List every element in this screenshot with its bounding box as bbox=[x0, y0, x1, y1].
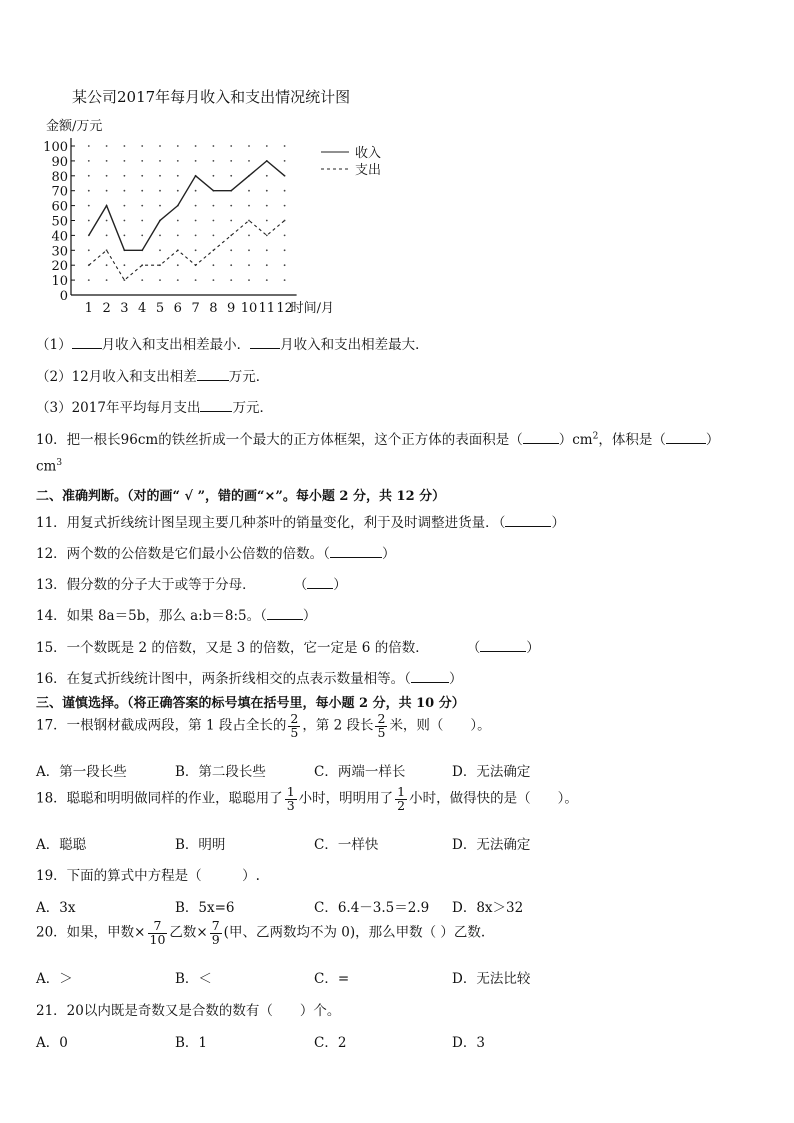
y-tick-label: 10 bbox=[51, 274, 68, 290]
question-12: 12．两个数的公倍数是它们最小公倍数的倍数。（ ） bbox=[36, 542, 395, 562]
fraction: $\frac{7}{10}$ bbox=[149, 918, 166, 947]
fraction: $\frac{1}{2}$ bbox=[397, 784, 406, 813]
grid-dot bbox=[141, 279, 143, 281]
grid-dot bbox=[177, 145, 179, 147]
grid-dot bbox=[284, 145, 286, 147]
answer-blank[interactable] bbox=[267, 606, 303, 621]
q19-option-b[interactable]: B．5x=6 bbox=[175, 900, 235, 916]
grid-dot bbox=[266, 205, 268, 207]
x-tick-label: 2 bbox=[102, 301, 111, 316]
y-tick-label: 0 bbox=[59, 289, 68, 304]
q20-option-c[interactable]: C．= bbox=[314, 971, 350, 987]
grid-dot bbox=[88, 249, 90, 251]
y-axis-label: 金额/万元 bbox=[46, 119, 103, 134]
question-10: 10．把一根长96cm的铁丝折成一个最大的正方体框架，这个正方体的表面积是（ ）$cm^2$，体积是（ ） bbox=[36, 431, 720, 448]
fraction: $\frac{1}{3}$ bbox=[286, 784, 295, 813]
grid-dot bbox=[88, 160, 90, 162]
grid-dot bbox=[284, 205, 286, 207]
x-tick-label: 4 bbox=[138, 301, 147, 316]
q21-option-a[interactable]: A．0 bbox=[36, 1035, 68, 1051]
y-tick-label: 40 bbox=[51, 229, 68, 245]
grid-dot bbox=[106, 190, 108, 192]
grid-dot bbox=[195, 205, 197, 207]
grid-dot bbox=[213, 264, 215, 266]
grid-dot bbox=[284, 190, 286, 192]
q19-option-c[interactable]: C．6.4－3.5＝2.9 bbox=[314, 900, 430, 916]
grid-dot bbox=[159, 205, 161, 207]
grid-dot bbox=[284, 235, 286, 237]
grid-dot bbox=[124, 190, 126, 192]
grid-dot bbox=[266, 190, 268, 192]
grid-dot bbox=[230, 160, 232, 162]
grid-dot bbox=[266, 145, 268, 147]
grid-dot bbox=[248, 220, 250, 222]
grid-dot bbox=[177, 160, 179, 162]
y-tick-label: 60 bbox=[51, 199, 68, 215]
grid-dot bbox=[284, 249, 286, 251]
grid-dot bbox=[141, 145, 143, 147]
y-tick-label: 100 bbox=[43, 140, 68, 155]
q21-option-d[interactable]: D．3 bbox=[452, 1035, 485, 1051]
grid-dot bbox=[141, 190, 143, 192]
q19-option-d[interactable]: D．8x＞32 bbox=[452, 900, 524, 916]
grid-dot bbox=[248, 145, 250, 147]
x-tick-label: 7 bbox=[191, 301, 200, 316]
grid-dot bbox=[106, 220, 108, 222]
grid-dot bbox=[266, 220, 268, 222]
x-tick-label: 10 bbox=[240, 301, 258, 316]
grid-dot bbox=[88, 205, 90, 207]
grid-dot bbox=[248, 205, 250, 207]
q17-option-a[interactable]: A．第一段长些 bbox=[36, 764, 127, 780]
grid-dot bbox=[124, 264, 126, 266]
grid-dot bbox=[124, 220, 126, 222]
grid-dot bbox=[106, 175, 108, 177]
grid-dot bbox=[248, 160, 250, 162]
grid-dot bbox=[284, 264, 286, 266]
answer-blank[interactable] bbox=[411, 669, 449, 684]
grid-dot bbox=[284, 279, 286, 281]
grid-dot bbox=[159, 145, 161, 147]
series-line-收入 bbox=[89, 161, 285, 250]
question-15: 15．一个数既是 2 的倍数，又是 3 的倍数，它一定是 6 的倍数． （ ） bbox=[36, 636, 540, 656]
section-3-heading: 三、谨慎选择。（将正确答案的标号填在括号里，每小题 2 分，共 10 分） bbox=[36, 696, 465, 711]
q21-option-c[interactable]: C．2 bbox=[314, 1035, 347, 1051]
grid-dot bbox=[159, 175, 161, 177]
legend-label: 收入 bbox=[355, 146, 382, 161]
q18-option-c[interactable]: C．一样快 bbox=[314, 837, 379, 853]
answer-blank[interactable] bbox=[480, 638, 526, 653]
grid-dot bbox=[141, 220, 143, 222]
y-tick-label: 70 bbox=[51, 184, 68, 200]
grid-dot bbox=[195, 249, 197, 251]
grid-dot bbox=[159, 249, 161, 251]
x-tick-label: 6 bbox=[173, 301, 182, 316]
y-tick-label: 90 bbox=[51, 154, 68, 170]
section-2-heading: 二、准确判断。（对的画“ √ ”，错的画“×”。每小题 2 分，共 12 分） bbox=[36, 489, 446, 504]
grid-dot bbox=[106, 145, 108, 147]
grid-dot bbox=[213, 175, 215, 177]
question-11: 11．用复式折线统计图呈现主要几种茶叶的销量变化，利于及时调整进货量．（ ） bbox=[36, 511, 565, 531]
x-tick-label: 1 bbox=[84, 301, 93, 316]
grid-dot bbox=[159, 160, 161, 162]
grid-dot bbox=[195, 220, 197, 222]
grid-dot bbox=[124, 279, 126, 281]
answer-blank[interactable] bbox=[523, 430, 559, 445]
grid-dot bbox=[177, 235, 179, 237]
grid-dot bbox=[88, 220, 90, 222]
grid-dot bbox=[248, 279, 250, 281]
question-13: 13．假分数的分子大于或等于分母． （ ） bbox=[36, 573, 347, 593]
grid-dot bbox=[248, 249, 250, 251]
grid-dot bbox=[266, 235, 268, 237]
answer-blank[interactable] bbox=[307, 575, 333, 590]
x-tick-label: 9 bbox=[227, 301, 236, 316]
fraction: $\frac{2}{5}$ bbox=[290, 711, 299, 740]
q9-part1: （1） 月收入和支出相差最小． 月收入和支出相差最大． bbox=[36, 333, 429, 353]
grid-dot bbox=[124, 175, 126, 177]
grid-dot bbox=[141, 175, 143, 177]
grid-dot bbox=[266, 175, 268, 177]
grid-dot bbox=[177, 190, 179, 192]
grid-dot bbox=[195, 145, 197, 147]
grid-dot bbox=[106, 235, 108, 237]
x-axis-label: 时间/月 bbox=[290, 301, 334, 316]
answer-blank[interactable] bbox=[330, 544, 382, 559]
answer-blank[interactable] bbox=[666, 430, 706, 445]
grid-dot bbox=[141, 235, 143, 237]
x-tick-label: 11 bbox=[258, 301, 276, 316]
grid-dot bbox=[177, 220, 179, 222]
grid-dot bbox=[88, 279, 90, 281]
grid-dot bbox=[230, 205, 232, 207]
grid-dot bbox=[248, 235, 250, 237]
grid-dot bbox=[284, 160, 286, 162]
grid-dot bbox=[88, 175, 90, 177]
x-tick-label: 8 bbox=[209, 301, 218, 316]
chart-title: 某公司2017年每月收入和支出情况统计图 bbox=[72, 88, 351, 106]
grid-dot bbox=[124, 205, 126, 207]
grid-dot bbox=[266, 279, 268, 281]
grid-dot bbox=[177, 175, 179, 177]
answer-blank[interactable] bbox=[505, 513, 551, 528]
q18-option-b[interactable]: B．明明 bbox=[175, 837, 226, 853]
grid-dot bbox=[195, 279, 197, 281]
answer-blank[interactable] bbox=[197, 367, 229, 382]
grid-dot bbox=[106, 264, 108, 266]
line-chart bbox=[36, 114, 396, 324]
q9-part3: （3）2017年平均每月支出 万元． bbox=[36, 396, 273, 416]
y-tick-label: 30 bbox=[51, 244, 68, 260]
grid-dot bbox=[195, 160, 197, 162]
grid-dot bbox=[248, 264, 250, 266]
grid-dot bbox=[230, 175, 232, 177]
answer-blank[interactable] bbox=[200, 398, 232, 413]
grid-dot bbox=[141, 160, 143, 162]
y-tick-label: 20 bbox=[51, 259, 68, 275]
grid-dot bbox=[213, 279, 215, 281]
question-20: 20．如果，甲数× $\frac{7}{10}$ 乙数× $\frac{7}{9}$ (甲、乙两数均不为 0)，那么甲数（ ）乙数. bbox=[36, 918, 486, 947]
q9-part2: （2）12月收入和支出相差 万元． bbox=[36, 365, 269, 385]
grid-dot bbox=[213, 145, 215, 147]
grid-dot bbox=[159, 190, 161, 192]
question-14: 14．如果 8a＝5b，那么 a:b＝8:5。（ ） bbox=[36, 604, 316, 624]
q20-option-d[interactable]: D．无法比较 bbox=[452, 971, 531, 987]
legend-label: 支出 bbox=[355, 163, 382, 178]
grid-dot bbox=[195, 190, 197, 192]
q17-option-b[interactable]: B．第二段长些 bbox=[175, 764, 266, 780]
grid-dot bbox=[213, 205, 215, 207]
x-tick-label: 5 bbox=[155, 301, 165, 316]
grid-dot bbox=[124, 160, 126, 162]
grid-dot bbox=[159, 279, 161, 281]
q20-option-b[interactable]: B．＜ bbox=[175, 971, 212, 987]
q19-option-a[interactable]: A．3x bbox=[36, 900, 76, 916]
grid-dot bbox=[248, 190, 250, 192]
grid-dot bbox=[177, 264, 179, 266]
x-tick-label: 12 bbox=[276, 301, 293, 316]
grid-dot bbox=[106, 279, 108, 281]
question-21: 21．20以内既是奇数又是合数的数有（ ）个。 bbox=[36, 1003, 341, 1019]
grid-dot bbox=[88, 145, 90, 147]
grid-dot bbox=[124, 235, 126, 237]
grid-dot bbox=[213, 160, 215, 162]
question-16: 16．在复式折线统计图中，两条折线相交的点表示数量相等。（ ） bbox=[36, 667, 462, 687]
answer-blank[interactable] bbox=[250, 335, 280, 350]
q17-option-c[interactable]: C．两端一样长 bbox=[314, 764, 406, 780]
series-line-支出 bbox=[89, 221, 285, 281]
grid-dot bbox=[266, 264, 268, 266]
fraction: $\frac{2}{5}$ bbox=[377, 711, 386, 740]
answer-blank[interactable] bbox=[72, 335, 102, 350]
fraction: $\frac{7}{9}$ bbox=[211, 918, 220, 947]
q20-option-a[interactable]: A．＞ bbox=[36, 971, 73, 987]
grid-dot bbox=[230, 264, 232, 266]
question-10-unit: $cm^3$ bbox=[36, 458, 63, 475]
grid-dot bbox=[195, 235, 197, 237]
question-19: 19．下面的算式中方程是（ ）. bbox=[36, 868, 260, 884]
grid-dot bbox=[230, 279, 232, 281]
question-17: 17．一根钢材截成两段，第 1 段占全长的 $\frac{2}{5}$ ，第 2 段长 $\frac{2}{5}$ 米，则（ ）。 bbox=[36, 711, 491, 740]
y-tick-label: 50 bbox=[51, 214, 68, 230]
x-tick-label: 3 bbox=[120, 301, 129, 316]
grid-dot bbox=[230, 220, 232, 222]
grid-dot bbox=[266, 249, 268, 251]
grid-dot bbox=[159, 235, 161, 237]
y-tick-label: 80 bbox=[51, 169, 68, 185]
grid-dot bbox=[230, 145, 232, 147]
grid-dot bbox=[213, 220, 215, 222]
grid-dot bbox=[177, 279, 179, 281]
q21-option-b[interactable]: B．1 bbox=[175, 1035, 208, 1051]
grid-dot bbox=[124, 145, 126, 147]
q17-option-d[interactable]: D．无法确定 bbox=[452, 764, 531, 780]
grid-dot bbox=[106, 160, 108, 162]
grid-dot bbox=[230, 249, 232, 251]
q18-option-d[interactable]: D．无法确定 bbox=[452, 837, 531, 853]
grid-dot bbox=[141, 205, 143, 207]
q18-option-a[interactable]: A．聪聪 bbox=[36, 837, 87, 853]
question-18: 18．聪聪和明明做同样的作业，聪聪用了 $\frac{1}{3}$ 小时，明明用了 $\frac{1}{2}$ 小时，做得快的是（ ）。 bbox=[36, 784, 578, 813]
grid-dot bbox=[213, 235, 215, 237]
grid-dot bbox=[88, 190, 90, 192]
